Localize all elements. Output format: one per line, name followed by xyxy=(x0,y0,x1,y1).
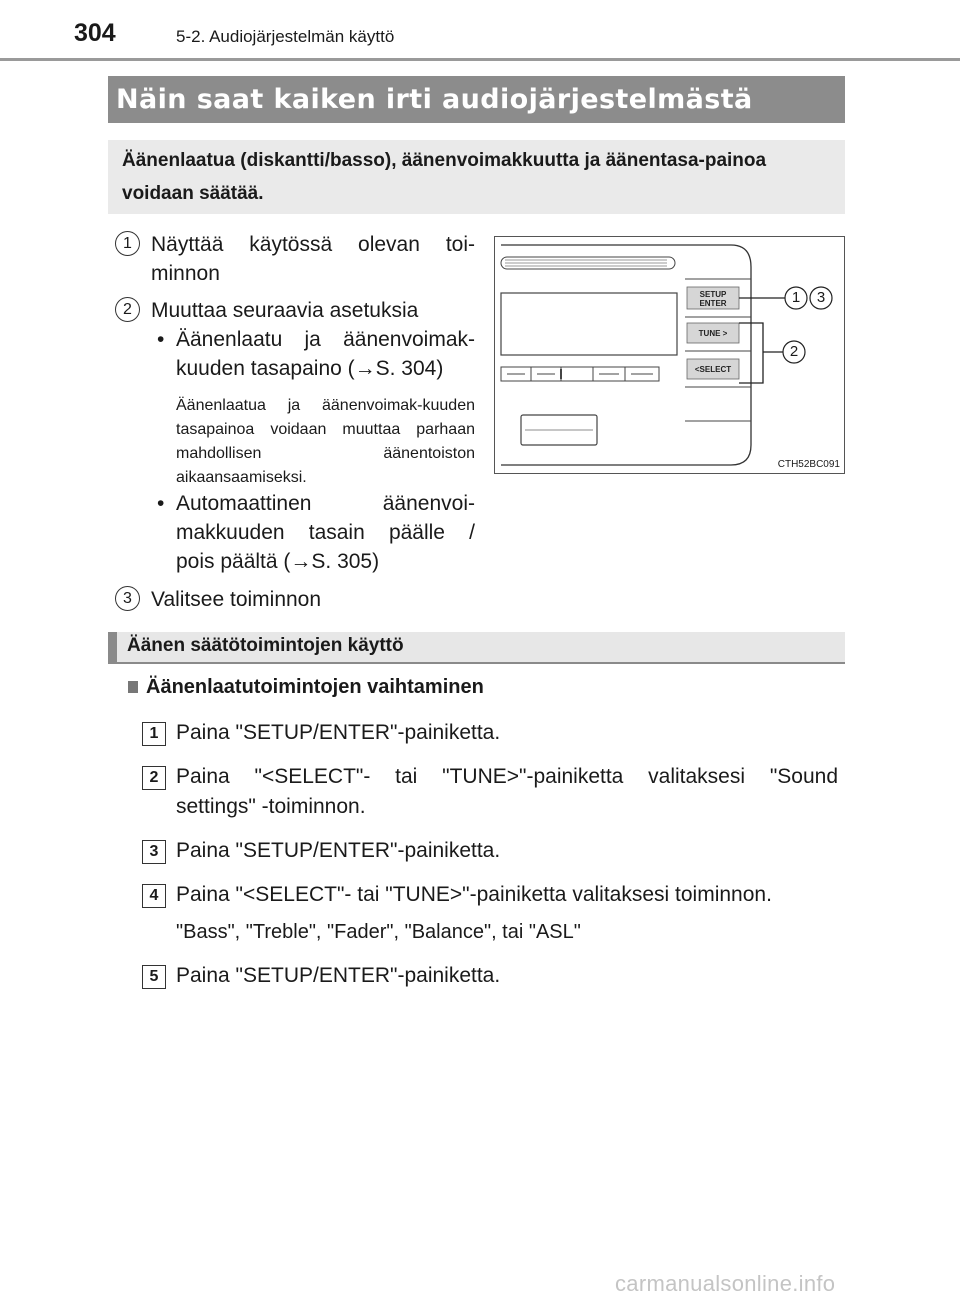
setup-label: SETUP xyxy=(699,290,727,299)
step-4-number: 4 xyxy=(142,884,166,908)
setup-enter-button-label xyxy=(687,290,739,308)
callout-2-bullet-1-line1: Äänenlaatu ja äänenvoimak- xyxy=(176,328,475,351)
step-2-text-line1: Paina "<SELECT"- tai "TUNE>"-painiketta valitaksesi "Sound xyxy=(176,765,838,788)
step-2-text-line2: settings" -toiminnon. xyxy=(176,795,366,818)
step-5-text: Paina "SETUP/ENTER"-painiketta. xyxy=(176,964,501,987)
step-3-text: Paina "SETUP/ENTER"-painiketta. xyxy=(176,839,501,862)
tune-button-label: TUNE > xyxy=(698,329,728,338)
callout-3-marker: 3 xyxy=(115,586,140,611)
section-header xyxy=(108,632,845,664)
diagram-code: CTH52BC091 xyxy=(777,459,840,470)
header-rule xyxy=(0,58,960,61)
subheading xyxy=(128,676,484,699)
callout-2-bullet-2-line3: pois päältä (→S. 305) xyxy=(176,550,380,573)
enter-label: ENTER xyxy=(699,299,727,308)
callout-1-text-line2: minnon xyxy=(151,262,220,285)
subheading-text: Äänenlaatutoimintojen vaihtaminen xyxy=(146,676,484,698)
callout-3-text: Valitsee toiminnon xyxy=(151,588,322,611)
step-3-number: 3 xyxy=(142,840,166,864)
callout-2-note: Äänenlaatua ja äänenvoimak-kuuden tasapainoa voidaan muuttaa parhaan mahdollisen äänentoiston aikaansaamiseksi. xyxy=(176,397,475,486)
diagram-label-2: 2 xyxy=(789,343,799,360)
select-button-label: <SELECT xyxy=(694,365,732,374)
bullet-marker: • xyxy=(157,328,165,351)
step-4-text: Paina "<SELECT"- tai "TUNE>"-painiketta valitaksesi toiminnon. xyxy=(176,883,772,906)
running-head: 5-2. Audiojärjestelmän käyttö xyxy=(176,27,395,46)
step-1-text: Paina "SETUP/ENTER"-painiketta. xyxy=(176,721,501,744)
callout-2-bullet-1-line2: kuuden tasapaino (→S. 304) xyxy=(176,357,444,380)
callout-2-bullet-2-line2: makkuuden tasain päälle / xyxy=(176,521,475,544)
page-title: Näin saat kaiken irti audiojärjestelmästä xyxy=(116,84,753,115)
step-4-note: "Bass", "Treble", "Fader", "Balance", tai "ASL" xyxy=(176,921,581,943)
square-bullet-icon xyxy=(128,681,138,693)
callout-2-bullet-2-line1: Automaattinen äänenvoi- xyxy=(176,492,475,515)
step-5-number: 5 xyxy=(142,965,166,989)
intro-box xyxy=(108,140,845,214)
bullet-marker: • xyxy=(157,492,165,515)
intro-text: Äänenlaatua (diskantti/basso), äänenvoimakkuutta ja äänentasa-painoa voidaan säätää. xyxy=(122,150,767,204)
diagram-label-1: 1 xyxy=(791,289,801,306)
page-title-bar xyxy=(108,76,845,123)
diagram-label-3: 3 xyxy=(816,289,826,306)
step-2-number: 2 xyxy=(142,766,166,790)
audio-unit-diagram xyxy=(494,236,845,474)
callout-1-marker: 1 xyxy=(115,231,140,256)
callout-2-text: Muuttaa seuraavia asetuksia xyxy=(151,299,419,322)
callout-2-marker: 2 xyxy=(115,297,140,322)
watermark: carmanualsonline.info xyxy=(615,1271,836,1296)
section-title: Äänen säätötoimintojen käyttö xyxy=(127,635,404,656)
page-number: 304 xyxy=(74,19,116,47)
step-1-number: 1 xyxy=(142,722,166,746)
callout-1-text-line1: Näyttää käytössä olevan toi- xyxy=(151,233,475,256)
